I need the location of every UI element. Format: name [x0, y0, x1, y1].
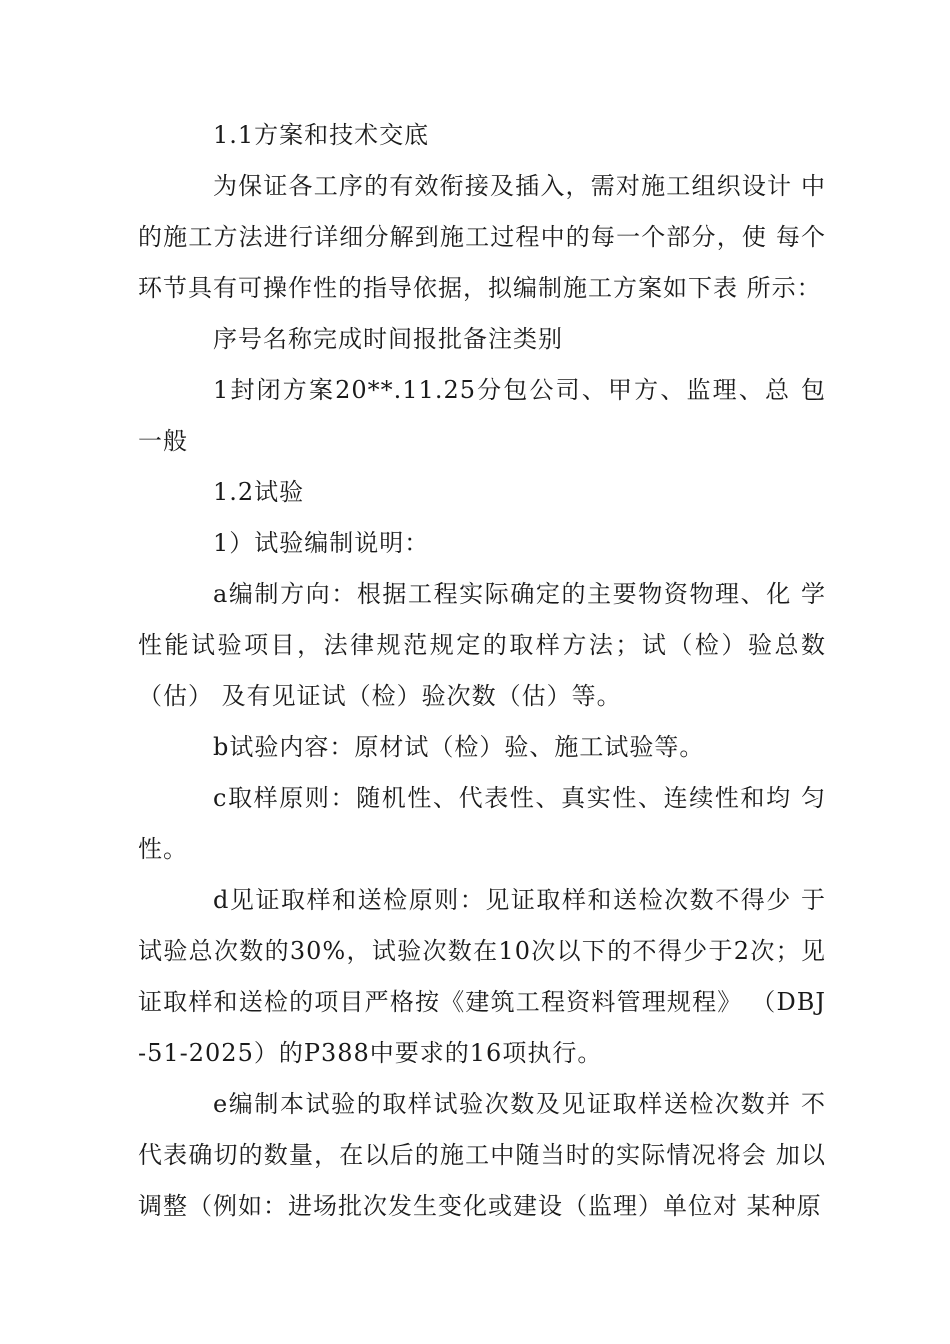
- section-heading-1-2: 1.2试验: [213, 478, 305, 506]
- paragraph-intro: 为保证各工序的有效衔接及插入，需对施工组织设计 中的施工方法进行详细分解到施工过程中的每一个部分，使 每个环节具有可操作性的指导依据，拟编制施工方案如下表 所示：: [138, 172, 826, 302]
- table-row-line: 1封闭方案20**.11.25分包公司、甲方、监理、总 包一般: [138, 376, 826, 455]
- document-body: [138, 110, 826, 1232]
- paragraph-item-e: e编制本试验的取样试验次数及见证取样送检次数并 不代表确切的数量，在以后的施工中随当时的实际情况将会 加以调整（例如：进场批次发生变化或建设（监理）单位对 某种原: [138, 1090, 826, 1220]
- paragraph-item-c: c取样原则：随机性、代表性、真实性、连续性和均 匀性。: [138, 784, 826, 863]
- subheading-test-notes: 1）试验编制说明：: [213, 529, 430, 557]
- paragraph-item-a: a编制方向：根据工程实际确定的主要物资物理、化 学性能试验项目，法律规范规定的取样方法；试（检）验总数（估） 及有见证试（检）验次数（估）等。: [138, 580, 826, 710]
- paragraph-item-d: d见证取样和送检原则：见证取样和送检次数不得少 于试验总次数的30%，试验次数在10次以下的不得少于2次；见证取样和送检的项目严格按《建筑工程资料管理规程》 （DBJ-51-2025）的P388中要求的16项执行。: [138, 886, 826, 1067]
- table-header-line: 序号名称完成时间报批备注类别: [213, 325, 563, 353]
- paragraph-item-b: b试验内容：原材试（检）验、施工试验等。: [213, 733, 705, 761]
- section-heading-1-1: 1.1方案和技术交底: [213, 121, 430, 149]
